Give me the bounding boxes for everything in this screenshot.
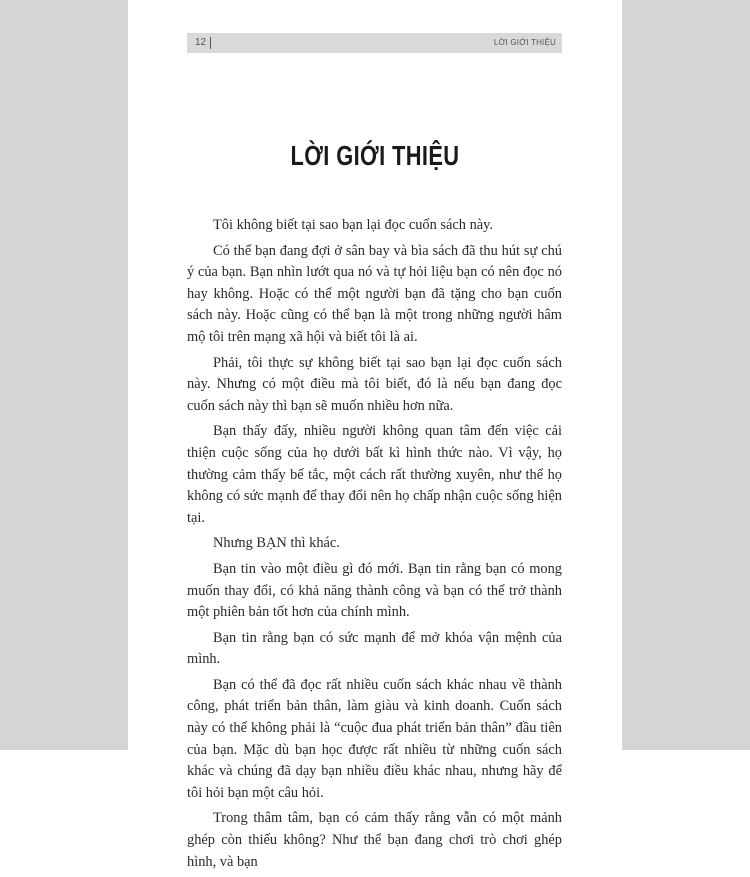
right-gutter xyxy=(622,0,750,750)
paragraph: Tôi không biết tại sao bạn lại đọc cuốn sách này. xyxy=(213,217,494,233)
chapter-title: LỜI GIỚI THIỆU xyxy=(290,140,460,171)
paragraph: Bạn có thể đã đọc rất nhiều cuốn sách khác nhau về thành công, phát triển bản thân, làm giàu và kinh doanh. Cuốn sách này có thể không phải là “cuộc đua phát triển bản thân” đầu tiên của bạn. Mặc dù bạn học được rất nhiều từ những cuốn sách khác và chúng đã dạy bạn nhiều điều khác nhau, nhưng hãy để tôi hỏi bạn một câu hỏi. xyxy=(187,676,562,801)
running-title: LỜI GIỚI THIỆU xyxy=(493,38,556,47)
paragraph: Có thể bạn đang đợi ở sân bay và bìa sách đã thu hút sự chú ý của bạn. Bạn nhìn lướt qua nó và tự hỏi liệu bạn có nên đọc nó hay không. Hoặc có thể một người bạn đã tặng cho bạn cuốn sách này. Hoặc cũng có thể bạn là một trong những người hâm mộ tôi trên mạng xã hội và biết tôi là ai. xyxy=(187,242,562,345)
paragraph: Bạn tin rằng bạn có sức mạnh để mở khóa vận mệnh của mình. xyxy=(187,629,562,668)
paragraph: Bạn tin vào một điều gì đó mới. Bạn tin rằng bạn có mong muốn thay đổi, có khả năng thành công và bạn có thể trở thành một phiên bản tốt hơn của chính mình. xyxy=(187,560,562,621)
book-page xyxy=(128,0,622,870)
header-separator xyxy=(210,37,211,49)
left-gutter xyxy=(0,0,128,750)
running-header xyxy=(187,33,562,53)
page-number: 12 xyxy=(195,37,207,48)
paragraph: Phải, tôi thực sự không biết tại sao bạn lại đọc cuốn sách này. Nhưng có một điều mà tôi biết, đó là nếu bạn đang đọc cuốn sách này thì bạn sẽ muốn nhiều hơn nữa. xyxy=(187,354,562,414)
paragraph: Bạn thấy đấy, nhiều người không quan tâm đến việc cải thiện cuộc sống của họ dưới bất kì hình thức nào. Vì vậy, họ thường cảm thấy bế tắc, một cách rất thường xuyên, như thể họ không có sức mạnh để thay đổi nên họ chấp nhận cuộc sống hiện tại. xyxy=(187,423,562,526)
paragraph: Trong thâm tâm, bạn có cảm thấy rằng vẫn có một mảnh ghép còn thiếu không? Như thể bạn đang chơi trò chơi ghép hình, và bạn xyxy=(187,810,562,870)
body-text xyxy=(187,215,562,877)
paragraph: Nhưng BẠN thì khác. xyxy=(213,535,340,552)
